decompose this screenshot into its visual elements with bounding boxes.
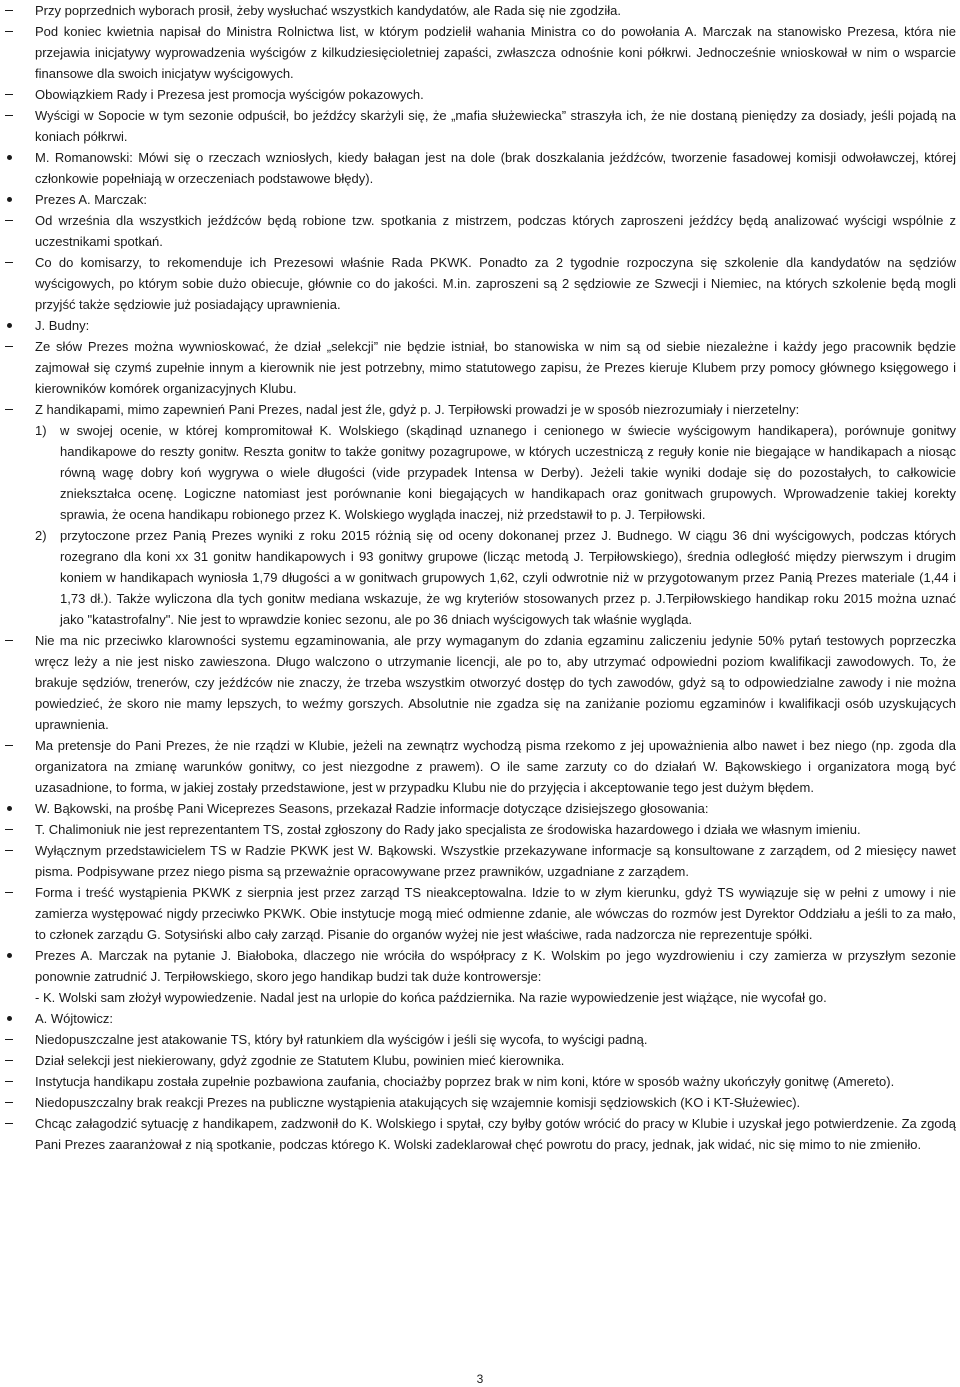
bullet-item: [0, 315, 956, 336]
dash-item: [0, 336, 956, 399]
dash-item: [0, 0, 956, 21]
dash-item: [0, 399, 956, 420]
item-text: - K. Wolski sam złożył wypowiedzenie. Nadal jest na urlopie do końca października. Na razie wypowiedzenie jest wiążące, nie wycofał go.: [35, 990, 827, 1005]
item-text: J. Budny:: [35, 318, 90, 333]
item-text: Z handikapami, mimo zapewnień Pani Prezes, nadal jest źle, gdyż p. J. Terpiłowski prowadzi je w sposób niezrozumiały i nierzetelny:: [35, 402, 800, 417]
subitem-number: 2): [35, 528, 47, 543]
item-text: Wyłącznym przedstawicielem TS w Radzie PKWK jest W. Bąkowski. Wszystkie przekazywane informacje są konsultowane z zarządem, od 2 miesięcy nawet pisma. Podpisywane przez niego pisma są przeważnie opracowywane przez prawników, uzgadniane z zarządem.: [35, 843, 956, 879]
item-text: A. Wójtowicz:: [35, 1011, 114, 1026]
dash-item: [0, 1113, 956, 1155]
item-text: Niedopuszczalny brak reakcji Prezes na publiczne wystąpienia atakujących się wzajemnie komisji sędziowskich (KO i KT-Służewiec).: [35, 1095, 801, 1110]
item-text: Od września dla wszystkich jeźdźców będą robione tzw. spotkania z mistrzem, podczas których zaproszeni jeźdźcy będą analizować wyścigi wspólnie z uczestnikami spotkań.: [35, 213, 956, 249]
bullet-item: [0, 189, 956, 210]
item-text: Niedopuszczalne jest atakowanie TS, który był ratunkiem dla wyścigów i jeśli się wycofa, to wyścigi padną.: [35, 1032, 648, 1047]
item-text: Ma pretensje do Pani Prezes, że nie rządzi w Klubie, jeżeli na zewnątrz wychodzą pisma rzekomo z jej upoważnienia albo nawet i bez niego (np. zgoda dla organizatora na zmianę warunków gonitwy, co jest niezgodne z prawem). O ile same zarzuty co do działań W. Bąkowskiego i organizatora mogą być uzasadnione, to forma, w jakiej zostały przedstawione, jest w przypadku Klubu nie do przyjęcia i akceptowanie tego jest dużym błędem.: [35, 738, 956, 795]
item-text: M. Romanowski: Mówi się o rzeczach wzniosłych, kiedy bałagan jest na dole (brak doszkalania jeźdźców, tworzenie fasadowej komisji odwoławczej, której członkowie popełniają w orzeczeniach podstawowe błędy).: [35, 150, 956, 186]
item-text: przytoczone przez Panią Prezes wyniki z roku 2015 różnią się od oceny dokonanej przez J. Budnego. W ciągu 36 dni wyścigowych, podczas których rozegrano dla koni xx 31 gonitw handikapowych i 93 gonitwy grupowe (licząc metodą J. Terpiłowskiego), średnia odległość między pierwszym i drugim koniem w handikapach wyniosła 1,79 długości a w gonitwach grupowych 1,62, czyli odwrotnie niż w przygotowanym przez Panią Prezes materiale (1,44 i 1,73 dł.). Także wyliczona dla tych gonitw mediana wskazuje, że wg kryteriów stosowanych przez p. J.Terpiłowskiego handikap roku 2015 można uznać jako "katastrofalny". Nie jest to wprawdzie koniec sezonu, ale po 36 dniach wyścigowych tak właśnie wygląda.: [60, 528, 956, 627]
item-text: w swojej ocenie, w której kompromitował K. Wolskiego (skądinąd uznanego i cenionego w świecie wyścigowym handikapera), porównuje gonitwy handikapowe do reszty gonitw. Reszta gonitw to także gonitwy pozagrupowe, w których uczestniczą z reguły konie nie biegające w handikapach a niosąc równą wagę dobry koń wygrywa o wiele długości (vide przypadek Intensa w Derby). Jeżeli takie wyniki dodaje się do pozostałych, to całkowicie zniekształca ocenę. Logiczne natomiast jest porównanie koni biegających w handikapach oraz gonitwach grupowych. Wprowadzenie takiej korekty sprawia, że ocena handikapu robionego przez K. Wolskiego wygląda inaczej, niż przedstawił to p. J. Terpiłowski.: [60, 423, 956, 522]
bullet-item: [0, 1008, 956, 1029]
item-text: Obowiązkiem Rady i Prezesa jest promocja wyścigów pokazowych.: [35, 87, 424, 102]
dash-item: [0, 1029, 956, 1050]
dash-item: [0, 735, 956, 798]
bullet-item: [0, 798, 956, 819]
dash-item: [0, 1050, 956, 1071]
subitem-number: 1): [35, 423, 47, 438]
dash-item: [0, 882, 956, 945]
dash-item: [0, 210, 956, 252]
numbered-subitem: [0, 420, 956, 525]
plain-item: [0, 987, 956, 1008]
item-text: Dział selekcji jest niekierowany, gdyż zgodnie ze Statutem Klubu, powinien mieć kierownika.: [35, 1053, 565, 1068]
dash-item: [0, 84, 956, 105]
item-text: Pod koniec kwietnia napisał do Ministra Rolnictwa list, w którym podzielił wahania Ministra co do powołania A. Marczak na stanowisko Prezesa, która nie przejawia inicjatywy wyprowadzenia wyścigów z kilkudziesięcioletniej zapaści, zwłaszcza odnośnie koni półkrwi. Jednocześnie wnioskował w nim o wsparcie finansowe dla swoich inicjatyw wyścigowych.: [35, 24, 956, 81]
dash-item: [0, 252, 956, 315]
item-text: Forma i treść wystąpienia PKWK z sierpnia jest przez zarząd TS nieakceptowalna. Idzie to w złym kierunku, gdyż TS wywiązuje się w pełni z umowy i nie zamierza występować nigdy przeciwko PKWK. Obie instytucje mogą mieć odmienne zdanie, ale wówczas do rozmów jest Dyrektor Oddziału a jeśli to za mało, to członek zarządu G. Sotysiński albo cały zarząd. Pisanie do organów wyżej nie jest właściwe, rada nadzorcza nie reprezentuje spółki.: [35, 885, 956, 942]
dash-item: [0, 1092, 956, 1113]
item-text: Przy poprzednich wyborach prosił, żeby wysłuchać wszystkich kandydatów, ale Rada się nie zgodziła.: [35, 3, 622, 18]
item-text: Nie ma nic przeciwko klarowności systemu egzaminowania, ale przy wymaganym do zdania egzaminu zaliczeniu jedynie 50% pytań testowych poprzeczka wręcz leży a nie jest nisko zawieszona. Długo walczono o utrzymanie licencji, ale po to, aby utrzymać odpowiedni poziom kwalifikacji zawodowych. To, że brakuje sędziów, trenerów, czy jeźdźców nie znaczy, że trzeba wszystkim otworzyć dostęp do tych zawodów, gdyż są to odpowiedzialne zawody i nie można powiedzieć, że skoro nie mamy lepszych, to weźmy gorszych. Absolutnie nie zgadza się na zaniżanie poziomu egzaminów i kwalifikacji osób uzyskujących uprawnienia.: [35, 633, 956, 732]
numbered-subitem: [0, 525, 956, 630]
dash-item: [0, 1071, 956, 1092]
item-text: Ze słów Prezes można wywnioskować, że dział „selekcji” nie będzie istniał, bo stanowiska w nim są od siebie niezależne i każdy jego pracownik będzie zajmował się czymś zupełnie innym a kierownik nie jest potrzebny, mimo statutowego zapisu, że Prezes kieruje Klubem przy pomocy głównego księgowego i kierowników komórek organizacyjnych Klubu.: [35, 339, 956, 396]
dash-item: [0, 21, 956, 84]
item-text: Prezes A. Marczak:: [35, 192, 147, 207]
item-text: T. Chalimoniuk nie jest reprezentantem TS, został zgłoszony do Rady jako specjalista ze środowiska hazardowego i działa we własnym imieniu.: [35, 822, 861, 837]
item-text: Co do komisarzy, to rekomenduje ich Prezesowi właśnie Rada PKWK. Ponadto za 2 tygodnie rozpoczyna się szkolenie dla kandydatów na sędziów wyścigowych, po którym sobie dużo obiecuje, głównie co do jakości. M.in. zaproszeni są 2 sędziowie ze Szwecji i Niemiec, na których szkolenie będą mogli przyjść także sędziowie już posiadający uprawnienia.: [35, 255, 956, 312]
page-number: 3: [476, 1372, 484, 1386]
bullet-item: [0, 945, 956, 987]
dash-item: [0, 819, 956, 840]
dash-item: [0, 840, 956, 882]
dash-item: [0, 105, 956, 147]
item-text: Wyścigi w Sopocie w tym sezonie odpuścił, bo jeźdźcy skarżyli się, że „mafia służewiecka” straszyła ich, że nie dostaną pieniędzy za dosiady, jeśli pojadą na koniach półkrwi.: [35, 108, 956, 144]
item-text: Instytucja handikapu została zupełnie pozbawiona zaufania, chociażby poprzez brak w nim koni, które w sposób ważny ukończyły gonitwę (Amereto).: [35, 1074, 895, 1089]
item-text: Chcąc załagodzić sytuację z handikapem, zadzwonił do K. Wolskiego i spytał, czy byłby gotów wrócić do pracy w Klubie i uzyskał jego potwierdzenie. Za zgodą Pani Prezes zaaranżował z nią spotkanie, podczas którego K. Wolski zadeklarował chęć powrotu do pracy, jednak, jak widać, nic się mimo to nie zmieniło.: [35, 1116, 956, 1152]
bullet-item: [0, 147, 956, 189]
item-text: Prezes A. Marczak na pytanie J. Białoboka, dlaczego nie wróciła do współpracy z K. Wolskim po jego wyzdrowieniu i czy zamierza w przyszłym sezonie ponownie zatrudnić J. Terpiłowskiego, skoro jego handikap budzi tak duże kontrowersje:: [35, 948, 956, 984]
item-text: W. Bąkowski, na prośbę Pani Wiceprezes Seasons, przekazał Radzie informacje dotyczące dzisiejszego głosowania:: [35, 801, 709, 816]
dash-item: [0, 630, 956, 735]
